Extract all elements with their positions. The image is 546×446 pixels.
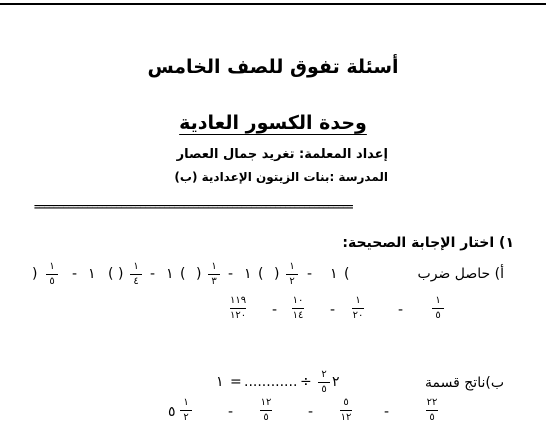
denominator: ١٢٠ [230,310,247,321]
question-instruction: ١) اختار الإجابة الصحيحة: [342,235,514,251]
fraction-one-half [286,262,298,287]
option-b-2[interactable] [260,398,272,423]
separator-line: ================================================================== [34,203,353,213]
minus-sign: - [228,266,234,282]
paren-close: ) [274,266,280,282]
option-separator: - [398,302,404,318]
unit-title [0,112,546,134]
minus-sign: - [72,266,78,282]
numerator: ١ [133,261,139,272]
equals-sign: = [230,374,242,390]
fraction-one-third [208,262,220,287]
paren-open: ( [344,266,350,282]
option-b-1-whole: ٥ [168,404,176,420]
paren-close: ) [118,266,124,282]
denominator: ٢ [289,276,295,287]
option-separator: - [330,302,336,318]
part-a-label: أ) حاصل ضرب [417,266,504,282]
denominator: ٥ [429,412,435,423]
part-b-label: ب)ناتج قسمة [425,375,504,391]
numerator: ١٢ [260,397,272,408]
one-digit: ١ [330,266,338,282]
numerator: ١ [289,261,295,272]
option-a-3[interactable] [352,296,364,321]
option-a-4[interactable] [432,296,444,321]
one-digit: ١ [88,266,96,282]
numerator: ١ [49,261,55,272]
paren-open: ( [108,266,114,282]
paren-close: ) [32,266,38,282]
author-line: إعداد المعلمة: تغريد جمال العصار [176,147,388,162]
denominator: ٢٠ [352,310,364,321]
numerator: ٢٢ [426,397,438,408]
option-a-1[interactable] [230,296,246,321]
denominator: ٢ [183,412,189,423]
numerator: ١ [435,295,441,306]
denominator: ١٢ [340,412,352,423]
one-digit: ١ [244,266,252,282]
one-digit: ١ [166,266,174,282]
numerator: ١١٩ [230,295,247,306]
blank-dots[interactable]: ............ [244,374,298,390]
denominator: ٥ [435,310,441,321]
denominator: ٥ [49,276,55,287]
option-b-3[interactable] [340,398,352,423]
result-value: ١ [216,374,224,390]
mixed-whole: ٢ [332,374,340,390]
unit-title-text: وحدة الكسور العادية [179,112,367,134]
option-b-4[interactable] [426,398,438,423]
numerator: ١٠ [292,295,304,306]
denominator: ١٤ [292,310,304,321]
option-b-1[interactable] [180,398,192,423]
numerator: ١ [183,397,189,408]
fraction-one-quarter [130,262,142,287]
fraction-one-fifth [46,262,58,287]
denominator: ٥ [321,384,327,395]
paren-close: ) [196,266,202,282]
paren-open: ( [258,266,264,282]
divide-sign: ÷ [300,374,312,390]
numerator: ٢ [321,369,327,380]
numerator: ١ [211,261,217,272]
paren-open: ( [180,266,186,282]
denominator: ٥ [263,412,269,423]
option-separator: - [228,404,234,420]
part-a-options [230,296,460,326]
denominator: ٣ [211,276,217,287]
option-separator: - [308,404,314,420]
school-line: المدرسة :بنات الزيتون الإعدادية (ب) [174,170,388,184]
numerator: ٥ [343,397,349,408]
part-b-expression [216,369,350,396]
mixed-fraction [318,370,330,395]
worksheet-title: أسئلة تفوق للصف الخامس [147,56,399,78]
numerator: ١ [355,295,361,306]
option-a-2[interactable] [292,296,304,321]
option-separator: - [384,404,390,420]
option-separator: - [272,302,278,318]
part-b-options [168,398,458,430]
minus-sign: - [307,266,313,282]
part-a-expression [32,262,356,288]
minus-sign: - [150,266,156,282]
top-border-line [0,3,546,5]
denominator: ٤ [133,276,139,287]
